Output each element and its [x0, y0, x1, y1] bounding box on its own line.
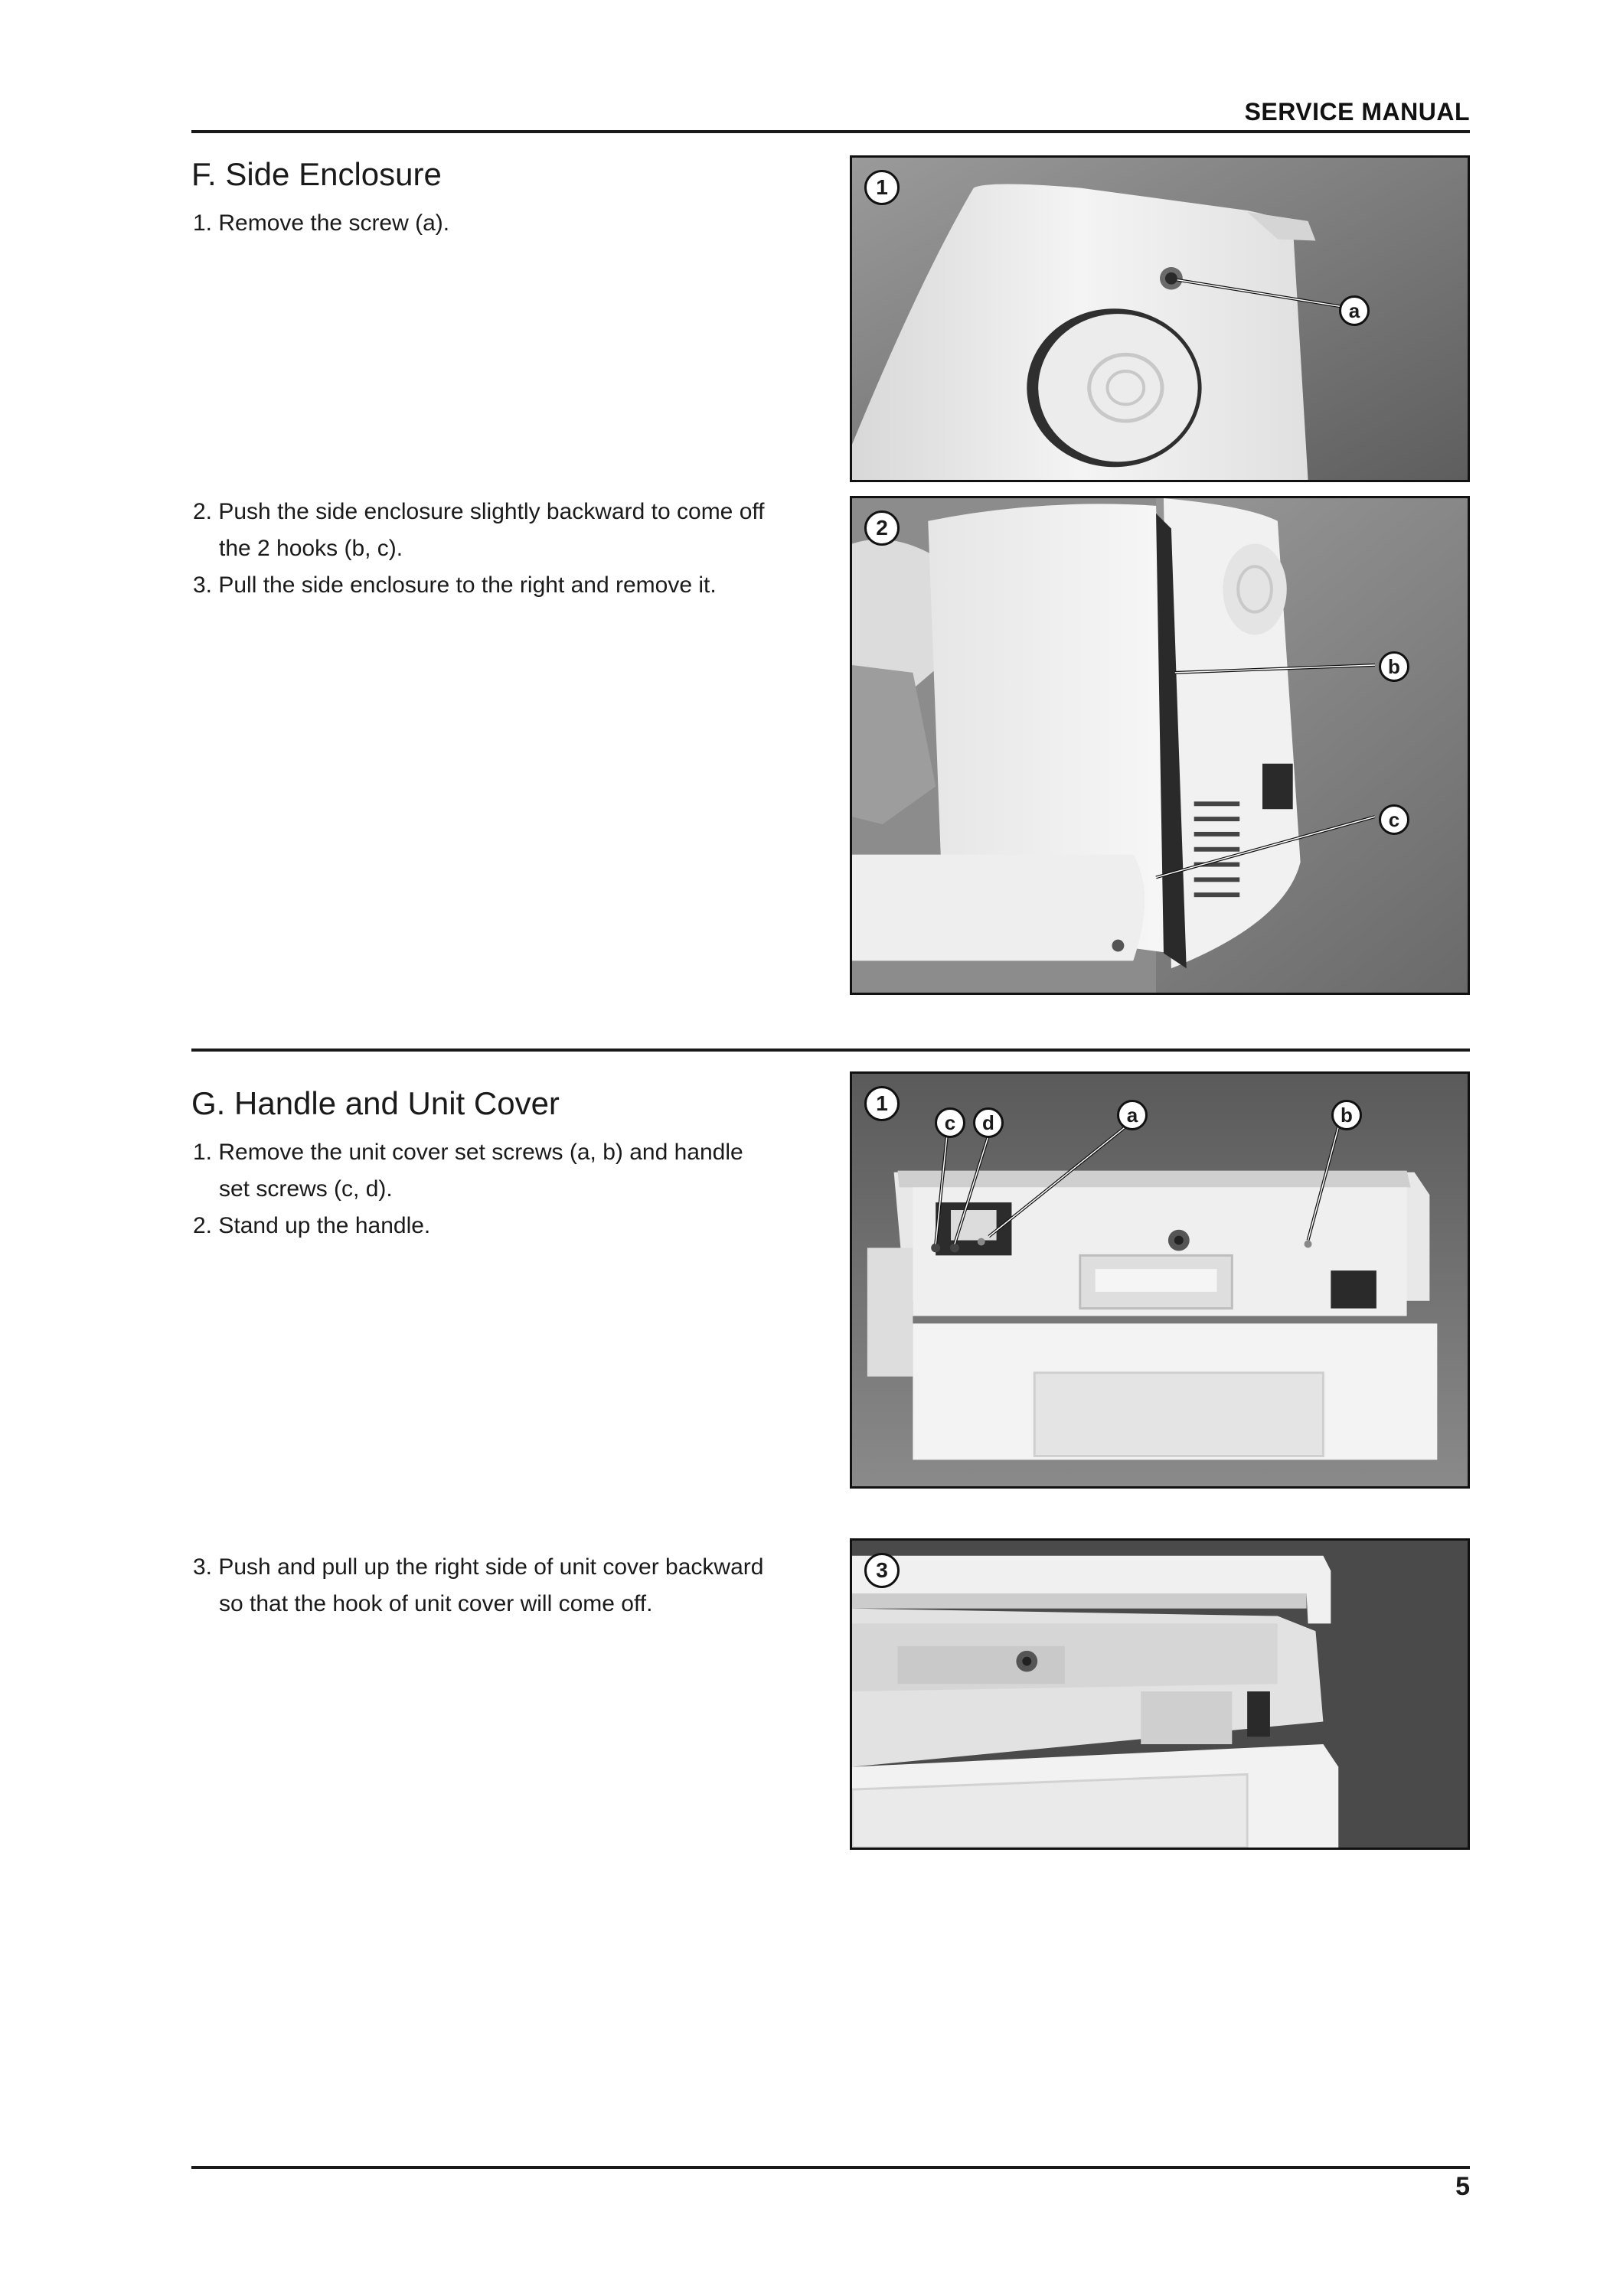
section-f-title: F. Side Enclosure [191, 156, 442, 192]
photo-g1 [850, 1071, 1470, 1489]
section-f-step-2-line-1: 2. Push the side enclosure slightly backward to come off [193, 499, 765, 524]
section-f-step-2 [193, 494, 828, 567]
photo-f2-label-c: c [1379, 804, 1409, 835]
section-g-step-1-line-2: set screws (c, d). [219, 1176, 393, 1202]
page-number: 5 [1455, 2172, 1470, 2201]
section-g-step-3 [193, 1549, 828, 1623]
section-divider [191, 1049, 1470, 1052]
section-f-step-3: 3. Pull the side enclosure to the right and remove it. [193, 572, 717, 598]
photo-g1-label-d: d [973, 1107, 1004, 1138]
section-g-step-2: 2. Stand up the handle. [193, 1213, 431, 1238]
photo-g1-label-a: a [1117, 1100, 1148, 1130]
header-rule [191, 130, 1470, 133]
header-title: SERVICE MANUAL [1244, 98, 1470, 126]
photo-g3 [850, 1538, 1470, 1850]
section-f-step-1: 1. Remove the screw (a). [193, 210, 450, 236]
section-g-step-3-line-2: so that the hook of unit cover will come off. [219, 1591, 653, 1616]
photo-f1-number-badge: 1 [864, 170, 900, 205]
photo-g1-label-b: b [1331, 1100, 1362, 1130]
photo-f2-label-b: b [1379, 651, 1409, 682]
section-f-step-2-line-2: the 2 hooks (b, c). [219, 536, 403, 561]
photo-f2 [850, 496, 1470, 995]
section-g-step-1 [193, 1134, 828, 1208]
photo-f1 [850, 155, 1470, 482]
photo-g3-number-badge: 3 [864, 1553, 900, 1588]
footer-rule [191, 2166, 1470, 2169]
photo-g1-number-badge: 1 [864, 1086, 900, 1121]
section-g-title: G. Handle and Unit Cover [191, 1085, 560, 1121]
photo-f2-number-badge: 2 [864, 510, 900, 546]
section-g-step-1-line-1: 1. Remove the unit cover set screws (a, b) and handle [193, 1140, 743, 1165]
section-g-step-3-line-1: 3. Push and pull up the right side of unit cover backward [193, 1554, 764, 1580]
photo-f1-label-a: a [1339, 295, 1370, 326]
photo-g1-label-c: c [935, 1107, 965, 1138]
